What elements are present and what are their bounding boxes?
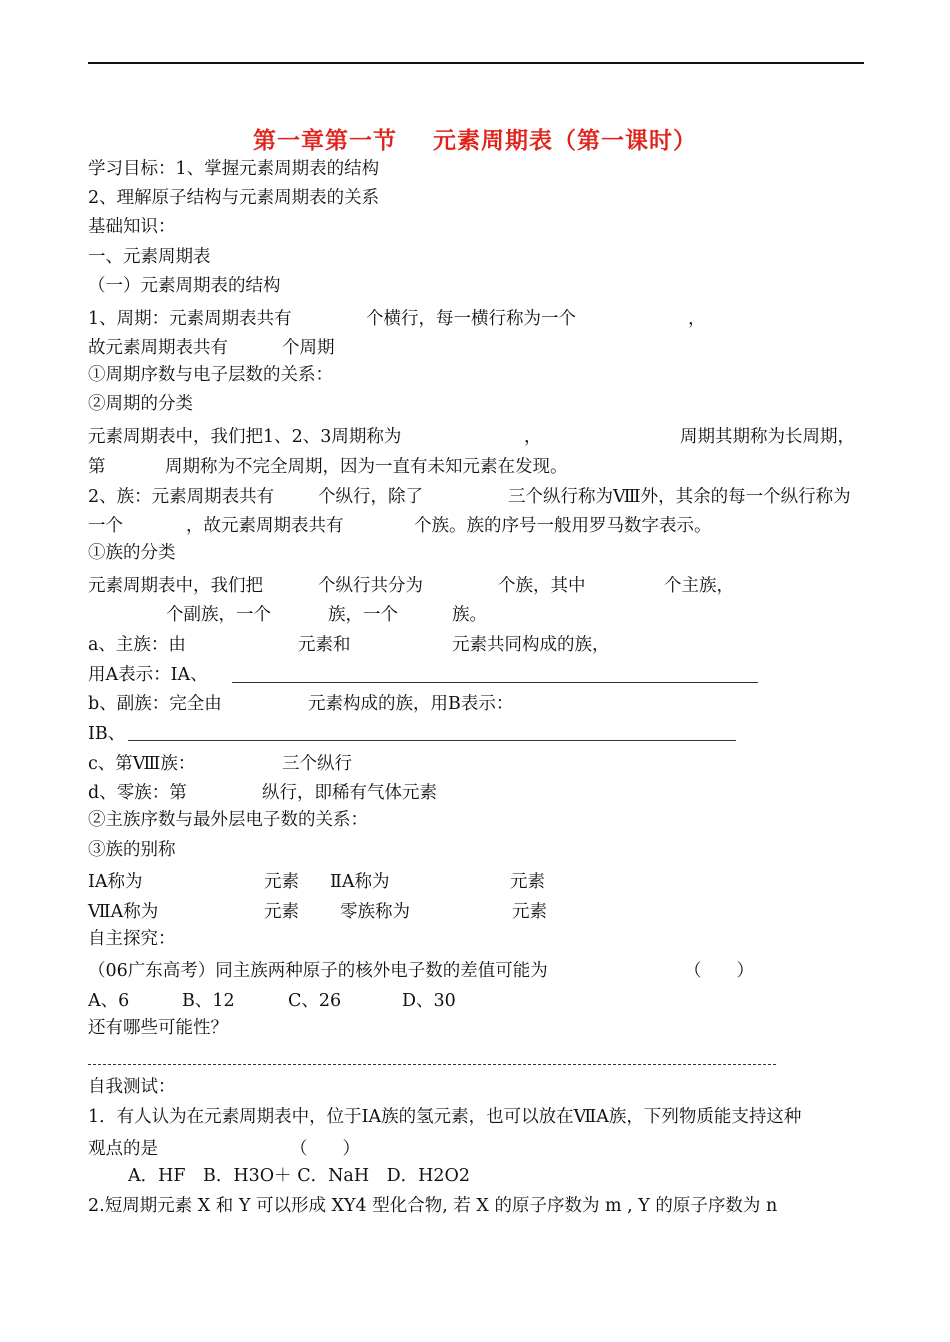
- group-eight-a: c、第Ⅷ族：: [88, 754, 196, 774]
- zero-group-a: d、零族：第: [88, 783, 187, 803]
- group-count-a: 一个: [88, 516, 123, 536]
- period-line-a: 1、周期：元素周期表共有: [88, 309, 292, 329]
- alias-7a-suffix: 元素: [264, 902, 299, 922]
- short-period-c: 周期其期称为长周期，: [680, 427, 855, 447]
- subgroup-a: 个副族，一个: [166, 605, 271, 625]
- page-title: 第一章第一节 元素周期表（第一课时）: [252, 127, 698, 154]
- group-line-c: 三个纵行称为Ⅷ外，其余的每一个纵行称为: [508, 487, 851, 507]
- short-period-a: 元素周期表中，我们把1、2、3周期称为: [88, 427, 402, 447]
- option-d: D、30: [402, 991, 456, 1011]
- subgroup-b: 族，一个: [328, 605, 398, 625]
- main-group-c: 元素共同构成的族，: [452, 635, 610, 655]
- alias-2a-suffix: 元素: [510, 872, 545, 892]
- main-group-b: 元素和: [298, 635, 351, 655]
- zero-group-b: 纵行，即稀有气体元素: [262, 783, 437, 803]
- group-eight-b: 三个纵行: [282, 754, 352, 774]
- subsection-structure: （一）元素周期表的结构: [88, 276, 281, 296]
- answer-line: [128, 740, 736, 741]
- header-rule: [88, 62, 864, 64]
- incomplete-period-a: 第: [88, 457, 106, 477]
- answer-bracket: （ ）: [290, 1139, 360, 1159]
- inquiry-question: （06广东高考）同主族两种原子的核外电子数的差值可能为: [88, 961, 548, 981]
- incomplete-period-b: 周期称为不完全周期，因为一直有未知元素在发现。: [165, 457, 568, 477]
- question-1-line-1: 1．有人认为在元素周期表中，位于ⅠA族的氢元素，也可以放在ⅦA族，下列物质能支持这种: [88, 1107, 802, 1127]
- group-line-a: 2、族：元素周期表共有: [88, 487, 275, 507]
- alias-1a-label: ⅠA称为: [88, 872, 143, 892]
- subgroup-def-a: b、副族：完全由: [88, 694, 222, 714]
- group-count-c: 个族。族的序号一般用罗马数字表示。: [414, 516, 712, 536]
- learning-goal-1: 学习目标：1、掌握元素周期表的结构: [88, 159, 380, 179]
- period-classification: ②周期的分类: [88, 394, 193, 414]
- group-aliases: ③族的别称: [88, 840, 176, 860]
- learning-goal-2: 2、理解原子结构与元素周期表的关系: [88, 188, 380, 208]
- subgroup-c: 族。: [452, 605, 487, 625]
- subgroup-notation: ⅠB、: [88, 724, 126, 744]
- basic-knowledge-heading: 基础知识：: [88, 217, 176, 237]
- question-2: 2.短周期元素 X 和 Y 可以形成 XY4 型化合物, 若 X 的原子序数为 m , Y 的原子序数为 n: [88, 1196, 778, 1216]
- group-classification: ①族的分类: [88, 543, 176, 563]
- section-periodic-table: 一、元素周期表: [88, 247, 211, 267]
- alias-zero-label: 零族称为: [340, 902, 410, 922]
- option-a: A、6: [88, 991, 130, 1011]
- short-period-b: ，: [524, 427, 542, 447]
- period-layer-relation: ①周期序数与电子层数的关系：: [88, 365, 333, 385]
- alias-1a-suffix: 元素: [264, 872, 299, 892]
- group-split-c: 个族，其中: [498, 576, 586, 596]
- main-group-electron-relation: ②主族序数与最外层电子数的关系：: [88, 810, 368, 830]
- main-group-a: a、主族：由: [88, 635, 186, 655]
- period-line-b: 个横行，每一横行称为一个: [366, 309, 576, 329]
- alias-2a-label: ⅡA称为: [330, 872, 390, 892]
- answer-line: [88, 1064, 776, 1065]
- period-count-b: 个周期: [282, 338, 335, 358]
- answer-line: [232, 682, 758, 683]
- group-line-b: 个纵行，除了: [318, 487, 423, 507]
- group-split-a: 元素周期表中，我们把: [88, 576, 263, 596]
- other-possibilities: 还有哪些可能性？: [88, 1018, 228, 1038]
- answer-bracket: （ ）: [684, 961, 754, 981]
- group-split-d: 个主族，: [664, 576, 734, 596]
- main-group-notation: 用A表示：ⅠA、: [88, 665, 208, 685]
- question-1-line-2: 观点的是: [88, 1139, 158, 1159]
- group-count-b: ，故元素周期表共有: [186, 516, 344, 536]
- self-inquiry-heading: 自主探究：: [88, 929, 176, 949]
- group-split-b: 个纵行共分为: [318, 576, 423, 596]
- period-line-c: ，: [688, 309, 706, 329]
- self-test-heading: 自我测试：: [88, 1077, 176, 1097]
- option-c: C、26: [288, 991, 342, 1011]
- subgroup-def-b: 元素构成的族，用B表示：: [308, 694, 514, 714]
- alias-zero-suffix: 元素: [512, 902, 547, 922]
- question-1-options: A．HF B．H3O＋ C．NaH D．H2O2: [128, 1166, 471, 1186]
- alias-7a-label: ⅦA称为: [88, 902, 159, 922]
- option-b: B、12: [182, 991, 235, 1011]
- period-count-a: 故元素周期表共有: [88, 338, 228, 358]
